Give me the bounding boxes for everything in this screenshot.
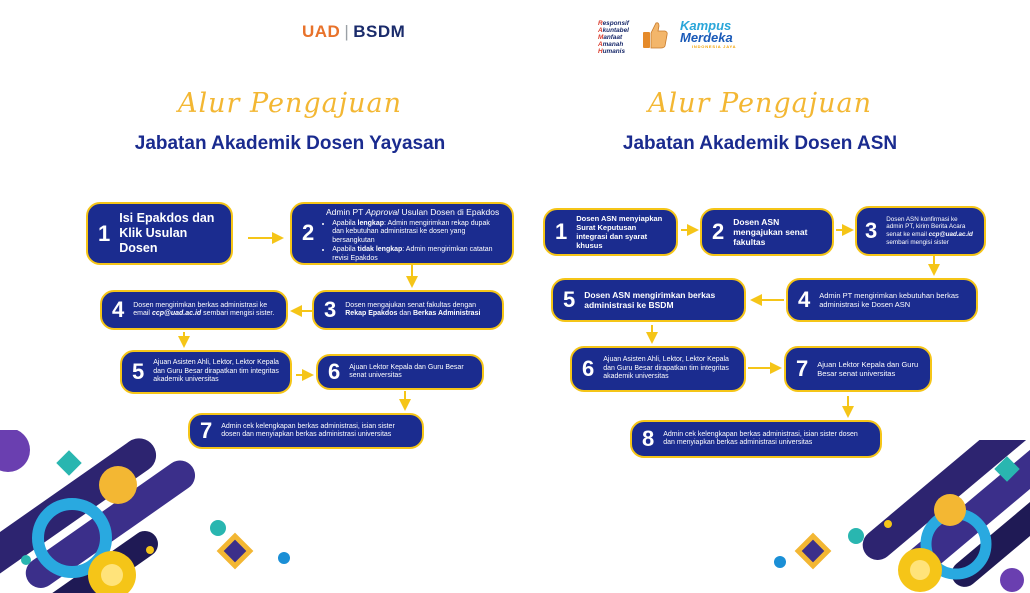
logo-separator: | [344,22,350,41]
step-number: 4 [112,297,125,322]
step-number: 7 [200,418,213,443]
step-text: Admin cek kelengkapan berkas administrasi, isian sister dosen dan menyiapkan berkas administrasi universitas [663,430,858,446]
step-title: Admin PT Approval Usulan Dosen di Epakdos [325,207,500,217]
step-number: 1 [555,219,568,244]
left-step-4 [100,290,288,330]
step-number: 4 [798,287,811,312]
right-step-3 [855,206,986,256]
merdeka-tagline: INDONESIA JAYA [692,44,737,49]
step-text: Isi Epakdos dan Klik Usulan Dosen [119,211,215,255]
left-step-6 [316,354,484,390]
left-step-1 [86,202,233,265]
logo-bsdm-text: BSDM [353,22,406,41]
right-step-2 [700,208,834,256]
email-link: ccp@uad.ac.id [928,231,973,238]
right-heading: Jabatan Akademik Dosen ASN [622,133,898,154]
step-text: Ajuan Lektor Kepala dan Guru Besar senat universitas [349,363,464,379]
kampus-merdeka-logo [680,20,736,49]
step-text: Admin PT mengirimkan kebutuhan berkas administrasi ke Dosen ASN [819,291,959,309]
right-step-5 [551,278,746,322]
decorative-shapes-right [760,440,1030,593]
step-text: Dosen ASN konfirmasi ke admin PT, kirim Berita Acara senat ke email ccp@uad.ac.id sembari mengisi sister [886,215,973,246]
right-step-6 [570,346,746,392]
right-step-1 [543,208,678,256]
logo-uad-text: UAD [302,22,341,41]
right-step-4 [786,278,978,322]
step-number: 3 [865,218,878,243]
step-number: 6 [582,356,595,381]
kampus-word: Kampus [680,18,732,33]
step-number: 7 [796,356,809,381]
step-number: 5 [132,359,145,384]
step-number: 2 [712,219,725,244]
merdeka-word: Merdeka [680,30,733,45]
right-step-7 [784,346,932,392]
left-step-2 [290,202,514,265]
uad-bsdm-logo [302,22,405,42]
step-text: Ajuan Asisten Ahli, Lektor, Lektor Kepala dan Guru Besar dirapatkan tim integritas akademik universitas [603,356,729,381]
step-text [323,208,502,264]
step-number: 8 [642,426,655,451]
left-script-title: Alur Pengajuan [178,88,402,119]
value-line: Akuntabel [598,27,629,34]
step-number: 1 [98,220,111,246]
step-bullet: • Apabila tidak lengkap: Admin mengirimkan catatan revisi Epakdos [332,246,502,263]
right-script-title: Alur Pengajuan [648,88,872,119]
step-text: Dosen mengajukan senat fakultas dengan Rekap Epakdos dan Berkas Administrasi [345,301,481,317]
step-number: 5 [563,287,576,312]
thumbs-up-icon [642,20,668,50]
left-step-3 [312,290,504,330]
step-text: Dosen ASN mengajukan senat fakultas [733,217,808,247]
value-line: Manfaat [598,34,623,41]
value-line: Amanah [598,41,624,48]
step-text: Admin cek kelengkapan berkas administrasi, isian sister dosen dan menyiapkan berkas administrasi universitas [221,422,395,438]
ramah-values-logo [598,20,629,55]
step-text: Ajuan Lektor Kepala dan Guru Besar senat universitas [817,360,919,378]
step-bullet: • Apabila lengkap: Admin mengirimkan rekap dupak dan kebutuhan administrasi ke dosen yang bersangkutan [332,220,502,246]
value-line: Humanis [598,48,625,55]
step-text: Dosen ASN menyiapkan Surat Keputusan integrasi dan syarat khusus [576,214,663,250]
step-number: 3 [324,297,337,322]
value-line: Responsif [598,20,629,27]
email-link: ccp@uad.ac.id [151,310,202,317]
left-heading: Jabatan Akademik Dosen Yayasan [134,133,446,154]
step-text: Ajuan Asisten Ahli, Lektor, Lektor Kepala dan Guru Besar dirapatkan tim integritas akademik universitas [153,359,279,384]
left-step-5 [120,350,292,394]
decorative-shapes-left [0,430,300,593]
step-text: Dosen ASN mengirimkan berkas administrasi ke BSDM [584,290,716,310]
step-number: 2 [302,220,315,245]
step-number: 6 [328,359,341,384]
step-text: Dosen mengirimkan berkas administrasi ke email ccp@uad.ac.id sembari mengisi sister. [133,301,275,317]
